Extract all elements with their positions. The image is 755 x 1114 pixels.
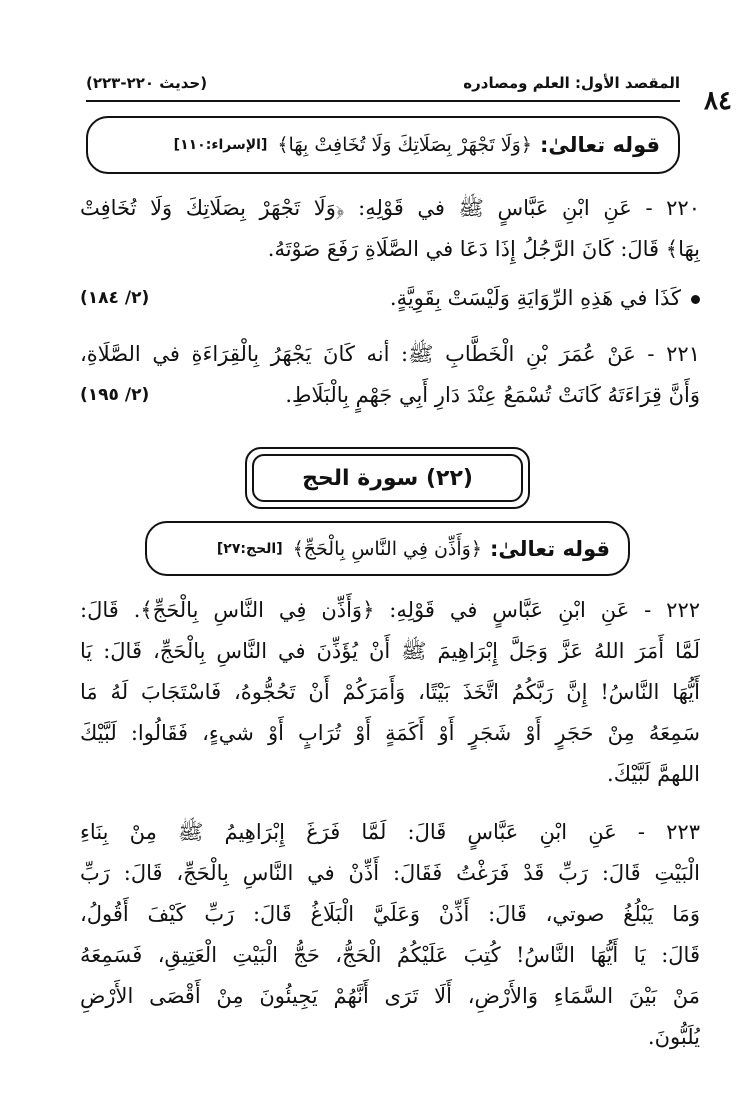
verse-box-hajj — [145, 521, 630, 576]
hadith-line: وَمَا يَبْلُغُ صوتي، قَالَ: أَذِّنْ وَعَلَيَّ الْبَلَاغُ قَالَ: رَبِّ كَيْفَ أَقُولُ، — [80, 902, 700, 926]
verse-reference: [الإسراء:١١٠] — [173, 137, 268, 153]
source-reference: (٢/ ١٨٤) — [80, 288, 150, 308]
verse-box-isra — [86, 116, 680, 174]
hadith-line: لَمَّا أَمَرَ اللهُ عَزَّ وَجَلَّ إِبْرَاهِيمَ ﷺ أَنْ يُؤَذِّنَ في النَّاسِ بِالْحَجِّ، قَالَ: يَا — [80, 639, 700, 663]
surah-title: (٢٢) سورة الحج — [252, 454, 523, 502]
hadith-line: الْبَيْتِ قَالَ: رَبِّ قَدْ فَرَغْتُ فَقَالَ: أَذِّنْ في النَّاسِ بِالْحَجِّ، قَالَ: رَبِّ — [80, 861, 700, 885]
note-line — [80, 278, 700, 319]
bullet-icon — [691, 295, 700, 304]
hadith-line-text: وَأَنَّ قِرَاءَتَهُ كَانَتْ تُسْمَعُ عِنْدَ دَارِ أَبِي جَهْمٍ بِالْبَلَاطِ. — [285, 383, 700, 407]
hadith-line: ٢٢٠ - عَنِ ابْنِ عَبَّاسٍ ﷺ في قَوْلِهِ: ﴿وَلَا تَجْهَرْ بِصَلَاتِكَ وَلَا تُخَافِتْ — [80, 196, 700, 220]
hadith-line: أَيُّهَا النَّاسُ! إِنَّ رَبَّكُمُ اتَّخَذَ بَيْتًا، وَأَمَرَكُمْ أَنْ تَحُجُّوهُ، فَاسْتَجَابَ لَهُ مَا — [80, 680, 700, 704]
hadith-line: يُلَبُّونَ. — [647, 1025, 700, 1049]
surah-title-frame — [245, 447, 530, 509]
verse-reference: [الحج:٢٧] — [216, 540, 283, 557]
section-title: المقصد الأول: العلم ومصادره — [463, 74, 680, 92]
page-number: ٨٤ — [704, 86, 732, 116]
hadith-line: سَمِعَهُ مِنْ حَجَرٍ أَوْ شَجَرٍ أَوْ أَكَمَةٍ أَوْ تُرَابٍ أَوْ شيءٍ، فَقَالُوا: لَبَّيْكَ — [80, 721, 700, 745]
verse-text: ﴿وَأَذِّن فِي النَّاسِ بِالْحَجِّ﴾ — [292, 537, 482, 560]
hadith-line: قَالَ: يَا أَيُّهَا النَّاسُ! كُتِبَ عَلَيْكُمُ الْحَجُّ، حَجُّ الْبَيْتِ الْعَتِيقِ، فَسَمِعَهُ — [80, 943, 700, 967]
hadith-line: مَنْ بَيْنَ السَّمَاءِ وَالأَرْضِ، أَلَا تَرَى أَنَّهُمْ يَجِيئُونَ مِنْ أَقْصَى الأَرْضِ — [80, 984, 700, 1008]
note-text: كَذَا في هَذِهِ الرِّوَايَةِ وَلَيْسَتْ بِقَوِيَّةٍ. — [389, 286, 681, 310]
hadith-range: (حديث ٢٢٠-٢٢٣) — [86, 74, 208, 92]
note-text-wrap — [390, 278, 700, 319]
hadith-222 — [80, 590, 700, 795]
hadith-line: بِهَا﴾ قَالَ: كَانَ الرَّجُلُ إِذَا دَعَا في الصَّلَاةِ رَفَعَ صَوْتَهُ. — [267, 237, 700, 261]
source-reference: (٢/ ١٩٥) — [80, 385, 150, 405]
hadith-223 — [80, 812, 700, 1058]
verse-text: ﴿وَلَا تَجْهَرْ بِصَلَاتِكَ وَلَا تُخَافِتْ بِهَا﴾ — [277, 134, 532, 156]
verse-lead: قوله تعالىٰ: — [489, 536, 610, 561]
hadith-221 — [80, 334, 700, 416]
running-header — [86, 70, 680, 102]
hadith-line: ٢٢١ - عَنْ عُمَرَ بْنِ الْخَطَّابِ ﷺ: أنه كَانَ يَجْهَرُ بِالْقِرَاءَةِ في الصَّلَاةِ، — [80, 342, 700, 366]
hadith-line: اللهمَّ لَبَّيْكَ. — [607, 762, 700, 786]
note-220 — [80, 278, 700, 319]
hadith-line: ٢٢٣ - عَنِ ابْنِ عَبَّاسٍ قَالَ: لَمَّا فَرَغَ إِبْرَاهِيمُ ﷺ مِنْ بِنَاءِ — [80, 820, 700, 844]
hadith-line: ٢٢٢ - عَنِ ابْنِ عَبَّاسٍ في قَوْلِهِ: ﴿وَأَذِّن فِي النَّاسِ بِالْحَجِّ﴾. قَالَ: — [80, 598, 700, 622]
hadith-220 — [80, 188, 700, 270]
verse-lead: قوله تعالىٰ: — [539, 133, 660, 157]
hadith-line — [80, 375, 700, 416]
